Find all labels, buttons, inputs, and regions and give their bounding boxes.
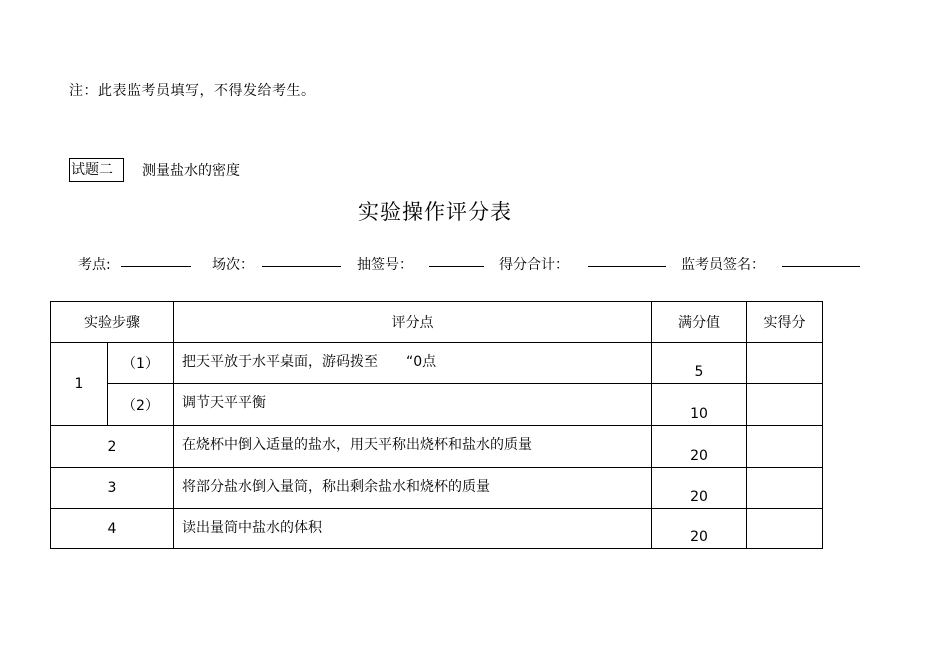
score-point-cell: 在烧杯中倒入适量的盐水，用天平称出烧杯和盐水的质量 bbox=[174, 426, 652, 468]
score-point-cell: 把天平放于水平桌面，游码拨至 “0点 bbox=[174, 343, 652, 384]
table-row bbox=[51, 343, 823, 384]
total-score-label: 得分合计： bbox=[499, 257, 569, 273]
actual-score-cell[interactable] bbox=[747, 384, 823, 426]
lot-number-label: 抽签号： bbox=[357, 257, 413, 273]
session-blank[interactable] bbox=[262, 266, 341, 267]
location-blank[interactable] bbox=[121, 266, 191, 267]
score-point-cell: 将部分盐水倒入量筒，称出剩余盐水和烧杯的质量 bbox=[174, 468, 652, 509]
actual-score-cell[interactable] bbox=[747, 509, 823, 549]
score-point-cell: 调节天平平衡 bbox=[174, 384, 652, 426]
proctor-note: 注：此表监考员填写，不得发给考生。 bbox=[69, 83, 316, 99]
exam-header bbox=[69, 158, 240, 182]
substep-cell: （1） bbox=[108, 343, 174, 384]
full-score-cell: 20 bbox=[652, 468, 747, 509]
location-label: 考点: bbox=[78, 257, 111, 273]
full-score-cell: 20 bbox=[652, 426, 747, 468]
step-cell: 2 bbox=[51, 426, 174, 468]
table-row bbox=[51, 468, 823, 509]
substep-cell: （2） bbox=[108, 384, 174, 426]
exam-number-label: 试题二 bbox=[69, 158, 124, 182]
full-score-cell: 20 bbox=[652, 509, 747, 549]
total-score-blank[interactable] bbox=[588, 266, 666, 267]
score-table bbox=[50, 301, 823, 549]
header-point: 评分点 bbox=[174, 302, 652, 343]
header-full: 满分值 bbox=[652, 302, 747, 343]
table-row bbox=[51, 426, 823, 468]
lot-number-blank[interactable] bbox=[429, 266, 484, 267]
header-step: 实验步骤 bbox=[51, 302, 174, 343]
score-point-cell: 读出量筒中盐水的体积 bbox=[174, 509, 652, 549]
table-header-row bbox=[51, 302, 823, 343]
info-row bbox=[0, 254, 950, 278]
step-cell: 3 bbox=[51, 468, 174, 509]
step-cell: 4 bbox=[51, 509, 174, 549]
actual-score-cell[interactable] bbox=[747, 343, 823, 384]
full-score-cell: 10 bbox=[652, 384, 747, 426]
session-label: 场次： bbox=[212, 257, 254, 273]
header-got: 实得分 bbox=[747, 302, 823, 343]
full-score-cell: 5 bbox=[652, 343, 747, 384]
exam-title: 测量盐水的密度 bbox=[142, 163, 240, 179]
actual-score-cell[interactable] bbox=[747, 426, 823, 468]
page-title: 实验操作评分表 bbox=[358, 200, 512, 224]
step-cell: 1 bbox=[51, 343, 108, 426]
table-row bbox=[51, 384, 823, 426]
proctor-sign-label: 监考员签名： bbox=[681, 257, 765, 273]
actual-score-cell[interactable] bbox=[747, 468, 823, 509]
proctor-sign-blank[interactable] bbox=[782, 266, 860, 267]
table-row bbox=[51, 509, 823, 549]
